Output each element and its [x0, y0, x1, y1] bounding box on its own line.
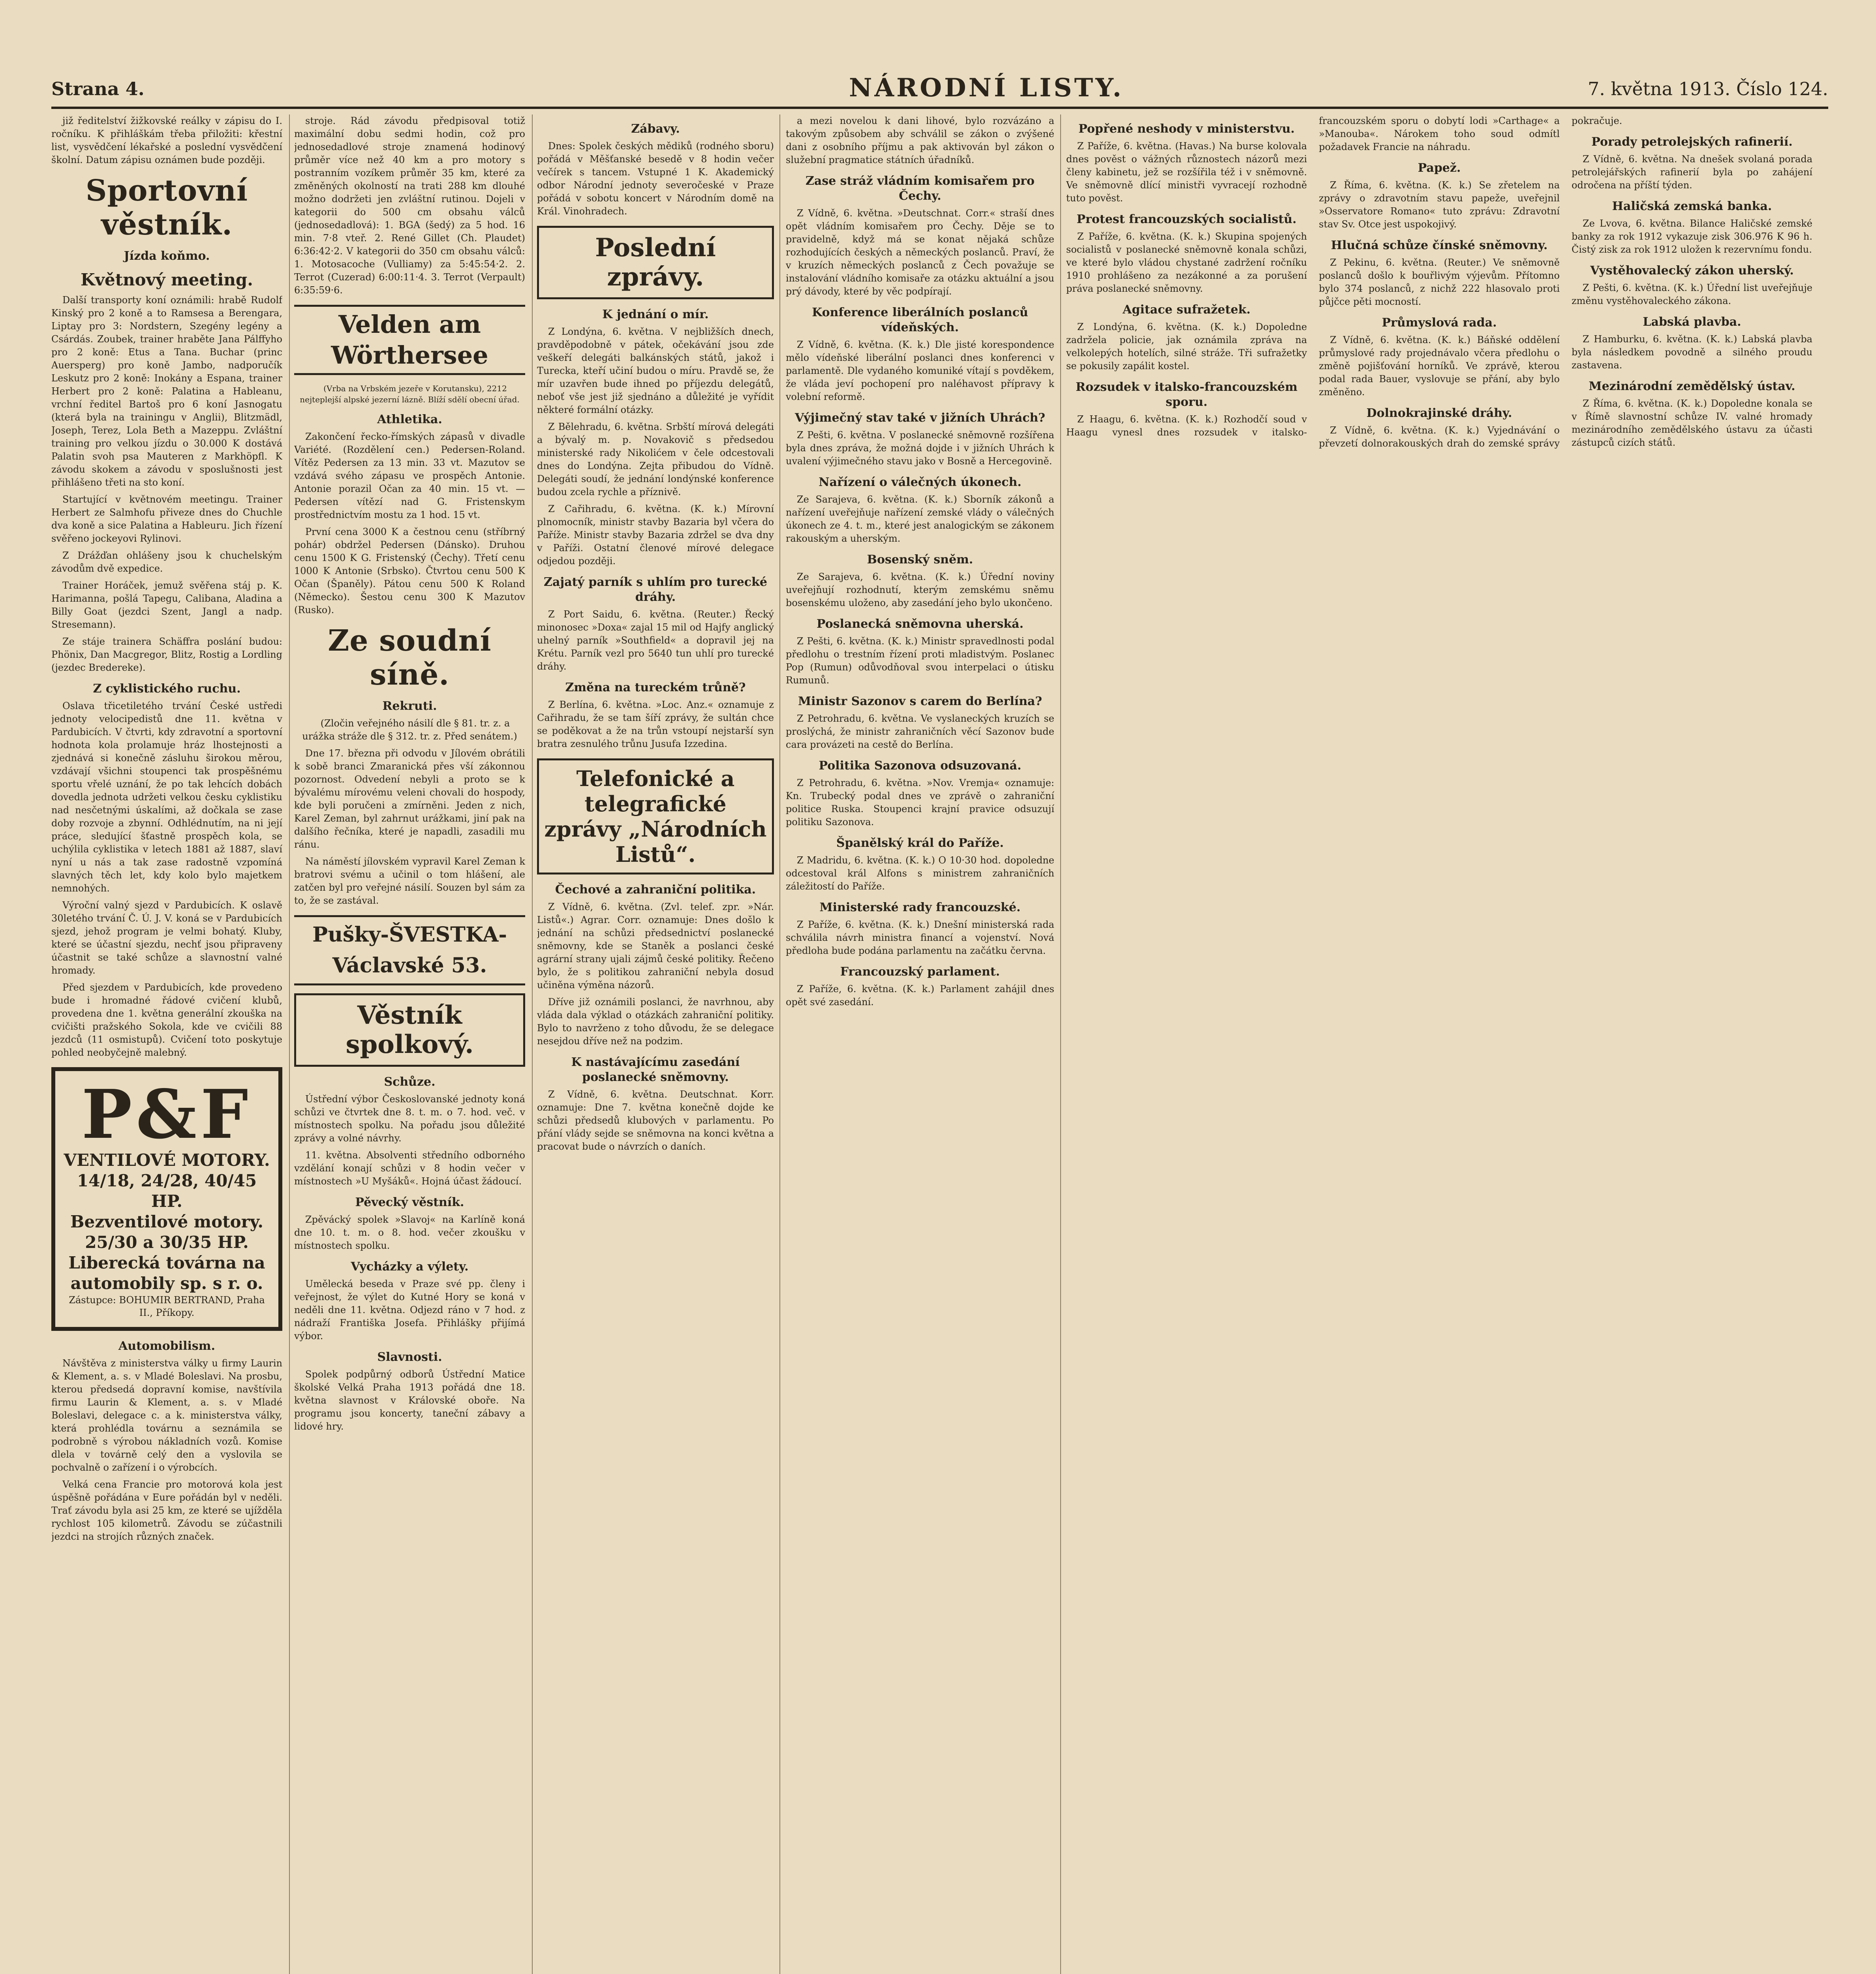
- section-box: [537, 758, 774, 874]
- article-heading: Španělský král do Paříže.: [836, 836, 1004, 850]
- article-heading: Změna na tureckém trůně?: [565, 681, 746, 694]
- column-divider: [1060, 114, 1061, 1974]
- article-heading: Slavnosti.: [377, 1350, 442, 1364]
- column-divider: [289, 114, 290, 1974]
- section-heading: Jízda koňmo.: [124, 249, 210, 263]
- article-text: Výroční valný sjezd v Pardubicích. K oslavě 30letého trvání Č. Ú. J. V. koná se v Pardubicích sjezd, jehož program je velmi bohatý. Kluby, které se účastní sjezdu, nechť jsou připraveny účastnit se také schůze a slavnostní valné hromady.: [51, 900, 282, 976]
- ad-line: Bezventilové motory.: [70, 1212, 263, 1231]
- article-text: Z Vídně, 6. května. (K. k.) Dle jisté korespondence mělo vídeňské liberální poslanci dnes konferenci v parlamentě. Dle vydaného komuniké vítají s povděkem, že vláda jeví pochopení pro naléhavost přípravy k volební reformě.: [786, 339, 1054, 402]
- article-text: Zpěvácký spolek »Slavoj« na Karlíně koná dne 10. t. m. o 8. hod. večer zkoušku v místnostech spolku.: [294, 1214, 525, 1251]
- section-headline: Poslední zprávy.: [595, 233, 716, 292]
- article-text: Návštěva z ministerstva války u firmy Laurin & Klement, a. s. v Mladé Boleslavi. Na prosbu, kterou předsedá dopravní komise, navštívila firmu Laurin & Klement, a. s. v Mladé Boleslavi, delegace c. a k. ministerstva války, která prohlédla továrnu a seznámila se podrobně s výrobou nákladních vozů. Komise dlela v továrně celý den a vyslovila se pochvalně o zařízení i o výrobcích.: [51, 1358, 282, 1473]
- section-box: [294, 993, 525, 1067]
- article-text: Další transporty koní oznámili: hrabě Rudolf Kinský pro 2 koně a to Ramsesa a Berengara, Liptay pro 3: Nordstern, Szegény legény a Csárdás. Zoubek, trainer hraběte Jana Pálffyho pro 2 koně: Etus a Tana. Buchar (princ Auersperg) pro koně Jambo, nadporučík Leskutz pro 2 koně: Inokány a Espana, trainer Herbert pro 2 koně: Palatina a Hableanu, vrchní ředitel Bartoš pro 6 koní Jasnogatu (která byla na trainingu v Anglii), Blitzmädl, Joseph, Terez, Lola Beth a Mazeppu. Zvláštní training pro velkou jízdu o 30.000 K dostává Palatin svoh psa Mauteren z Markhöpfl. K závodu skokem a závodu v sposlušnosti jest přihlášeno třeti na sto koní.: [51, 295, 282, 488]
- column-3: [537, 114, 774, 1974]
- article-text: Trainer Horáček, jemuž svěřena stáj p. K. Harimanna, pošlá Tapegu, Calibana, Aladina a Billy Goat (jezdci Szent, Jangl a nadp. Stresemann).: [51, 580, 282, 630]
- article-heading: Květnový meeting.: [81, 270, 253, 289]
- article-text: Z Pešti, 6. května. (K. k.) Ministr spravedlnosti podal předlohu o trestním řízení proti mladistvým. Poslanec Pop (Rumun) odůvodňoval svou interpelaci o útisku Rumunů.: [786, 636, 1054, 686]
- article-text: Z Paříže, 6. května. (Havas.) Na burse kolovala dnes pověst o vážných různostech názorů mezi členy kabinetu, jež se rozšířila též i v sněmovně. Ve sněmovně dlící ministři vyvracejí rozhodně tuto pověst.: [1066, 141, 1307, 204]
- article-subheading: (Zločin veřejného násilí dle § 81. tr. z. a urážka stráže dle § 312. tr. z. Před senátem.): [302, 718, 517, 742]
- article-text: Oslava třicetiletého trvání České ustředi jednoty velocipedistů dne 11. května v Pardubicích. V čtvrti, kdy zdravotní a sportovní hodnota kola prolamuje hráz lhostejnosti a zjednává si konečně zásluhu širokou měrou, vzdávají všichni stoupenci tak prospěšnému sportu vřelé uznání, že po tak lehcích dobách dovedla jednota udržeti velkou česku cyklistiku nad nesčetnými úskalími, až dočkala se zase doby rozvoje a zbynní. Odhlédnutím, na ni její práce, sledující šťastně prospěch kola, se uchýlila cyklistika v letech 1881 až 1887, slaví nyní u nás a tak zase radostně vzpomíná slavných těch let, kdy kolo bylo majetkem nemnohých.: [51, 700, 282, 894]
- article-heading: Athletika.: [377, 413, 442, 426]
- article-heading: Porady petrolejských rafinerií.: [1591, 135, 1793, 149]
- article-heading: Dolnokrajinské dráhy.: [1366, 406, 1512, 420]
- article-heading: Zase stráž vládním komisařem pro Čechy.: [805, 174, 1035, 203]
- article-heading: Ministerské rady francouzské.: [819, 901, 1021, 914]
- article-text: Z Petrohradu, 6. května. »Nov. Vremja« oznamuje: Kn. Trubecký podal dnes ve zprávě o zahraniční politice Ruska. Stoupenci krajní pravice odsuzují politiku Sazonova.: [786, 777, 1054, 828]
- article-text: Zakončení řecko-římských zápasů v divadle Variété. (Rozdělení cen.) Pedersen-Roland. Vítěz Pedersen za 13 min. 33 vt. Mazutov se vzdává svého zápasu ve prospěch Antonie. Antonie porazil Očan za 40 min. 15 vt. — Pedersen vítězí nad G. Fristenskym prostřednictvím mostu za 1 hod. 15 vt.: [294, 431, 525, 520]
- section-box: [537, 226, 774, 299]
- article-text: Ze Sarajeva, 6. května. (K. k.) Úřední noviny uveřejňují rozhodnutí, kterým zemskému sněmu bosenskému uloženo, aby zasedání jeho bylo ukončeno.: [786, 571, 1054, 608]
- column-5: [1066, 114, 1812, 1974]
- article-heading: Schůze.: [384, 1075, 436, 1089]
- masthead-title: NÁRODNÍ LISTY.: [849, 73, 1124, 103]
- ad-line: 14/18, 24/28, 40/45 HP.: [77, 1171, 257, 1211]
- article-text: Ze stáje trainera Schäffra poslání budou: Phönix, Dan Macgregor, Blitz, Rostig a Lordling (jezdec Bredereke).: [51, 636, 282, 673]
- article-heading: Vystěhovalecký zákon uherský.: [1590, 264, 1794, 278]
- section-headline: Sportovní věstník.: [86, 174, 248, 242]
- article-heading: Konference liberálních poslanců vídeňských.: [812, 306, 1028, 334]
- article-text: Dne 17. března při odvodu v Jílovém obrátili k sobě branci Zmaranická přes vší zákonnou pozornost. Odvedení nebyli a proto se k bývalému mírovému veleni chovali do hospody, kde byli poručeni a zmírněni. Jeden z nich, Karel Zeman, byl zahrnut urážkami, jiní pak na dalšího řečníka, které je napadli, zasadili mu ránu.: [294, 748, 525, 850]
- article-text: Před sjezdem v Pardubicích, kde provedeno bude i hromadné řádové cvičení klubů, provedena dne 1. května generální zkouška na cvičišti pražského Sokola, kde ve cvičili 88 jezdců (11 osmistupů). Cvičení toto poskytuje pohled neobyčejně malebný.: [51, 982, 282, 1058]
- column-divider: [779, 114, 780, 1974]
- banner-caption: (Vrba na Vrbském jezeře v Korutansku), 2212 nejteplejší alpské jezerní lázně. Blíží sdělí obecní úřad.: [300, 384, 520, 404]
- article-heading: Agitace sufražetek.: [1123, 303, 1251, 317]
- advertisement-motors: [51, 1067, 282, 1331]
- article-heading: Průmyslová rada.: [1382, 316, 1497, 330]
- article-heading: Výjimečný stav také v jižních Uhrách?: [795, 411, 1045, 425]
- article-heading: Francouzský parlament.: [840, 965, 1000, 979]
- article-text: Startující v květnovém meetingu. Trainer Herbert ze Salmhofu přiveze dnes do Chuchle dva koně a sice Palatina a Hableuru. Jich řízení svěřeno jockeyovi Rylinovi.: [51, 494, 282, 544]
- section-headline: Telefonické a telegrafické zprávy „Národních Listů“.: [544, 766, 767, 867]
- article-text: Z Berlína, 6. května. »Loc. Anz.« oznamuje z Cařihradu, že se tam šíří zprávy, že sultán chce se poděkovat a že na trůn vstoupí nejstarší syn bratra zesnulého trůnu Jusufa Izzedina.: [537, 699, 774, 749]
- article-text: již ředitelství žižkovské reálky v zápisu do I. ročníku. K přihláškám třeba přiložiti: křestní list, vysvědčení lékařské a poslední vysvědčení školní. Datum zápisu oznámen bude později.: [51, 115, 282, 165]
- article-text: Z Vídně, 6. května. (Zvl. telef. zpr. »Nár. Listů«.) Agrar. Corr. oznamuje: Dnes došlo k jednání na schůzi předsednictví poslanecké sněmovny, kde se Staněk a poslanci české agrární strany ujali zájmů české politiky. Řečeno bylo, že s politikou zahraniční nebyla dosud učiněna výměna názorů.: [537, 901, 774, 991]
- article-text: Z Vídně, 6. května. Deutschnat. Korr. oznamuje: Dne 7. května konečně dojde ke schůzi předsedů klubových v parlamentu. Po přání vlády sejde se sněmovna na konci května a pracovat bude o návrzích o daních.: [537, 1089, 774, 1152]
- column-4: [786, 114, 1054, 1974]
- ad-line: Liberecká továrna na automobily sp. s r. o.: [68, 1253, 265, 1293]
- article-text: Z Petrohradu, 6. května. Ve vyslaneckých kruzích se proslýchá, že ministr zahraničních věcí Sazonov bude cara provázeti na cestě do Berlína.: [786, 713, 1054, 750]
- ad-contact: Zástupce: BOHUMIR BERTRAND, Praha II., Příkopy.: [69, 1295, 265, 1318]
- article-text: Z Drážďan ohlášeny jsou k chuchelským závodům dvě expedice.: [51, 550, 282, 574]
- article-heading: K nastávajícímu zasedání poslanecké sněmovny.: [571, 1055, 740, 1084]
- article-text: Z Londýna, 6. května. (K. k.) Dopoledne zadržela policie, jak oznámila zpráva na velkolepých hotelích, silné stráže. Tři sufražetky se pokusily zapálit kostel.: [1066, 321, 1307, 372]
- column-1: [51, 114, 282, 1974]
- article-text: První cena 3000 K a čestnou cenu (stříbrný pohár) obdržel Pedersen (Dánsko). Druhou cenu 1500 K G. Fristenský (Čechy). Třetí cenu 1000 K Antonie (Srbsko). Čtvrtou cenu 500 K Očan (Španěly). Pátou cenu 500 K Roland (Německo). Šestou cenu 300 K Mazutov (Rusko).: [294, 526, 525, 615]
- article-text: Z Pešti, 6. května. (K. k.) Úřední list uveřejňuje změnu vystěhovaleckého zákona.: [1572, 282, 1812, 306]
- article-text: Dříve již oznámili poslanci, že navrhnou, aby vláda dala výklad o otázkách zahraniční politiky. Bylo to navrženo z toho důvodu, že se delegace nesejdou dříve než na podzim.: [537, 996, 774, 1047]
- article-heading: Poslanecká sněmovna uherská.: [816, 617, 1024, 631]
- article-text: Z Cařihradu, 6. května. (K. k.) Mírovní plnomocník, ministr stavby Bazaria byl včera do Paříže. Ministr stavby Bazaria zdržel se dva dny v Paříži. Ostatní členové mírové delegace odjedou později.: [537, 503, 774, 567]
- ad-line: VENTILOVÉ MOTORY.: [64, 1150, 270, 1170]
- article-heading: Bosenský sněm.: [867, 553, 973, 567]
- article-text: a mezi novelou k dani lihové, bylo rozvázáno a takovým způsobem aby schválil se zákon o zvýšené dani z osobního příjmu a pak aktivován byl zákon o služební pragmatice státních úřadníků.: [786, 115, 1054, 165]
- ad-logo: P&F: [81, 1075, 252, 1154]
- article-text: Z Bělehradu, 6. května. Srbští mírová delegáti a bývalý m. p. Novakovič s předsedou ministerské rady Nikolićem v čele odcestovali dnes do Londýna. Zejta přibudou do Vídně. Delegáti soudí, že jednání londýnské konference budou zcela rychle a příznivě.: [537, 421, 774, 497]
- article-heading: Z cyklistického ruchu.: [93, 682, 241, 696]
- article-text: Z Vídně, 6. května. Na dnešek svolaná porada petrolejářských rafinerií byla po zahájení odročena na příští týden.: [1572, 154, 1812, 191]
- article-text: Ústřední výbor Českoslovanské jednoty koná schůzi ve čtvrtek dne 8. t. m. o 7. hod. več. v místnostech spolku. Na pořadu jsou důležité zprávy a volné návrhy.: [294, 1094, 525, 1144]
- article-text: Z Vídně, 6. května. (K. k.) Vyjednávání o převzetí dolnorakouských drah do zemské správy pokračuje.: [1319, 115, 1622, 449]
- article-text: Z Haagu, 6. května. (K. k.) Rozhodčí soud v Haagu vynesl dnes rozsudek v italsko-francouzském sporu o dobytí lodi »Carthage« a »Manouba«. Nárokem toho soud odmítl požadavek Francie na náhradu.: [1066, 115, 1560, 438]
- section-headline: Věstník spolkový.: [346, 1000, 474, 1059]
- article-heading: Hlučná schůze čínské sněmovny.: [1331, 238, 1548, 252]
- article-text: Na náměstí jílovském vypravil Karel Zeman k bratrovi svému a učinil o tom hlášení, ale zatčen byl pro veřejné násilí. Souzen byl sám za to, že se zastával.: [294, 856, 525, 906]
- article-heading: Labská plavba.: [1643, 315, 1741, 329]
- article-heading: Zábavy.: [631, 122, 680, 136]
- page-header: [51, 59, 1828, 109]
- article-text: Z Pešti, 6. května. V poslanecké sněmovně rozšířena byla dnes zpráva, že možná dojde i v jižních Uhrách k uvalení výjimečného stavu jako v Bosně a Hercegovině.: [786, 430, 1054, 467]
- article-text: Ze Sarajeva, 6. května. (K. k.) Sborník zákonů a nařízení uveřejňuje nařízení zemské vlády o válečných úkonech ze 4. t. m., které jest analogickým se zákonem rakouským a uherským.: [786, 494, 1054, 544]
- article-text: Ze Lvova, 6. května. Bilance Haličské zemské banky za rok 1912 vykazuje zisk 306.976 K 96 h. Čistý zisk za rok 1912 uložen k rezervnímu fondu.: [1572, 218, 1812, 255]
- article-text: Z Port Saidu, 6. května. (Reuter.) Řecký minonosec »Doxa« zajal 15 mil od Hajfy anglický uhelný parník »Southfield« a dopravil jej na Krétu. Parník vezl pro 5640 tun uhlí pro turecké dráhy.: [537, 609, 774, 672]
- article-text: Z Říma, 6. května. (K. k.) Dopoledne konala se v Římě slavnostní schůze IV. valné hromady mezinárodního zemědělského ústavu za účasti zástupců cizích států.: [1572, 398, 1812, 448]
- column-2: [294, 114, 525, 1974]
- article-heading: Ministr Sazonov s carem do Berlína?: [798, 694, 1042, 708]
- article-text: Z Madridu, 6. května. (K. k.) O 10·30 hod. dopoledne odcestoval král Alfons s ministrem zahraničních záležitostí do Paříže.: [786, 855, 1054, 892]
- article-text: Umělecká beseda v Praze své pp. členy i veřejnost, že výlet do Kutné Hory se koná v neděli dne 11. května. Odjezd ráno v 7 hod. z nádraží Františka Josefa. Přihlášky přijímá výbor.: [294, 1278, 525, 1342]
- article-heading: Vycházky a výlety.: [351, 1260, 469, 1274]
- article-text: Z Říma, 6. května. (K. k.) Se zřetelem na zprávy o zdravotním stavu papeže, uveřejnil »Osservatore Romano« tuto zprávu: Zdravotní stav Sv. Otce jest uspokojivý.: [1319, 180, 1560, 230]
- article-heading: Nařízení o válečných úkonech.: [819, 475, 1022, 489]
- article-heading: K jednání o mír.: [602, 308, 709, 321]
- article-text: 11. května. Absolventi středního odborného vzdělání konají schůzi v 8 hodin večer v místnostech »U Myšáků«. Hojná účast žádoucí.: [294, 1150, 525, 1187]
- article-text: Velká cena Francie pro motorová kola jest úspěšně pořádána v Eure pořádán byl v neděli. Trať závodu byla asi 25 km, ze které se ujížděla rychlost 105 kilometrů. Závodu se zúčastnili jezdci na strojích různých značek.: [51, 1479, 282, 1542]
- article-heading: Rozsudek v italsko-francouzském sporu.: [1076, 380, 1298, 409]
- article-text: Z Paříže, 6. května. (K. k.) Parlament zahájil dnes opět své zasedání.: [786, 983, 1054, 1008]
- article-heading: Papež.: [1418, 161, 1461, 175]
- issue-date: 7. května 1913. Číslo 124.: [1587, 78, 1828, 99]
- article-heading: Mezinárodní zemědělský ústav.: [1589, 379, 1795, 393]
- article-text: Z Paříže, 6. května. (K. k.) Dnešní ministerská rada schválila návrh ministra financí a vojenství. Nová předloha bude podána parlamentu na začátku června.: [786, 919, 1054, 956]
- article-text: Z Hamburku, 6. května. (K. k.) Labská plavba byla následkem povodně a silného proudu zastavena.: [1572, 334, 1812, 371]
- article-text: Z Pekinu, 6. května. (Reuter.) Ve sněmovně poslanců došlo k bouřlivým výjevům. Přítomno bylo 374 poslanců, z nichž 222 hlasovalo proti půjčce pěti mocností.: [1319, 257, 1560, 307]
- article-heading: Haličská zemská banka.: [1612, 199, 1772, 213]
- advertisement-banner: Pušky-ŠVESTKA-Václavské 53.: [294, 915, 525, 985]
- article-text: Z Vídně, 6. května. »Deutschnat. Corr.« straší dnes opět vládním komisařem pro Čechy. Děje se to pravidelně, když má se konat nějaká schůze rozhodujících českých a německých poslanců. Praví, že v kruzích německých poslanců z Čech považuje se instalování vládního komisaře za otázku aktuální a jsou prý dávody, které by věc podpírají.: [786, 208, 1054, 297]
- article-heading: Popřené neshody v ministerstvu.: [1078, 122, 1295, 136]
- page-number: Strana 4.: [51, 78, 145, 99]
- article-heading: Automobilism.: [118, 1339, 215, 1353]
- article-text: Z Vídně, 6. května. (K. k.) Báňské oddělení průmyslové rady projednávalo včera předlohu o změně pojišťování horníků. Ve zprávě, kterou podal rada Bauer, vyslovuje se přání, aby bylo změněno.: [1319, 334, 1560, 398]
- article-heading: Protest francouzských socialistů.: [1076, 212, 1297, 226]
- article-text: stroje. Rád závodu předpisoval totiž maximální dobu sedmi hodin, což pro jednosedadlové stroje znamená hodinový průměr více než 40 km a pro motory s postranním vozíkem průměr 35 km, které za změněných okolností na trati 288 km dlouhé možno dodržeti jen zvláštní rutinou. Dojeli v kategorii do 500 cm obsahu válců (jednosedadlová): 1. BGA (šedý) za 5 hod. 16 min. 7·8 vteř. 2. René Gillet (Ch. Plaudet) 6:36:42·2. V kategorii do 350 cm obsahu válců: 1. Motosacoche (Vulliamy) za 5:45:54·2. 2. Terrot (Cuzerad) 6:00:11·4. 3. Terrot (Verpault) 6:35:59·6.: [294, 115, 525, 296]
- article-heading: Čechové a zahraniční politika.: [555, 883, 756, 897]
- ad-line: 25/30 a 30/35 HP.: [85, 1233, 249, 1252]
- article-heading: Zajatý parník s uhlím pro turecké dráhy.: [544, 575, 767, 604]
- article-heading: Politika Sazonova odsuzovaná.: [819, 759, 1022, 773]
- article-text: Dnes: Spolek českých mědiků (rodného sboru) pořádá v Měšťanské besedě v 8 hodin večer večírek s tancem. Vstupné 1 K. Akademický odbor Národní jednoty severočeské v Praze pořádá v sobotu koncert v Národním domě na Král. Vinohradech.: [537, 141, 774, 217]
- article-heading: Pěvecký věstník.: [355, 1195, 464, 1209]
- advertisement-banner: Velden am Wörthersee: [294, 305, 525, 375]
- section-headline: Ze soudní síně.: [328, 624, 492, 692]
- article-text: Spolek podpůrný odborů Ústřední Matice školské Velká Praha 1913 pořádá dne 18. května slavnost v Královské oboře. Na programu jsou koncerty, taneční zábavy a lidové hry.: [294, 1369, 525, 1432]
- article-text: Z Londýna, 6. května. V nejbližších dnech, pravděpodobně v pátek, očekávání jsou zde veškeří delegáti balkánských států, jakož i Turecka, kteří učiní budou o míru. Pravdě se, že mír uzavřen bude ihned po příjezdu delegátů, neboť vše jest již sjednáno a důležité je vyřídit některé formální otázky.: [537, 326, 774, 415]
- article-heading: Rekruti.: [382, 699, 437, 713]
- article-text: Z Paříže, 6. května. (K. k.) Skupina spojených socialistů v poslanecké sněmovně konala schůzi, ve které bylo vládou chystané zadržení ročníku 1910 prohlášeno za nezákonné a za porušení práva poslanecké sněmovny.: [1066, 231, 1307, 294]
- column-divider: [532, 114, 533, 1974]
